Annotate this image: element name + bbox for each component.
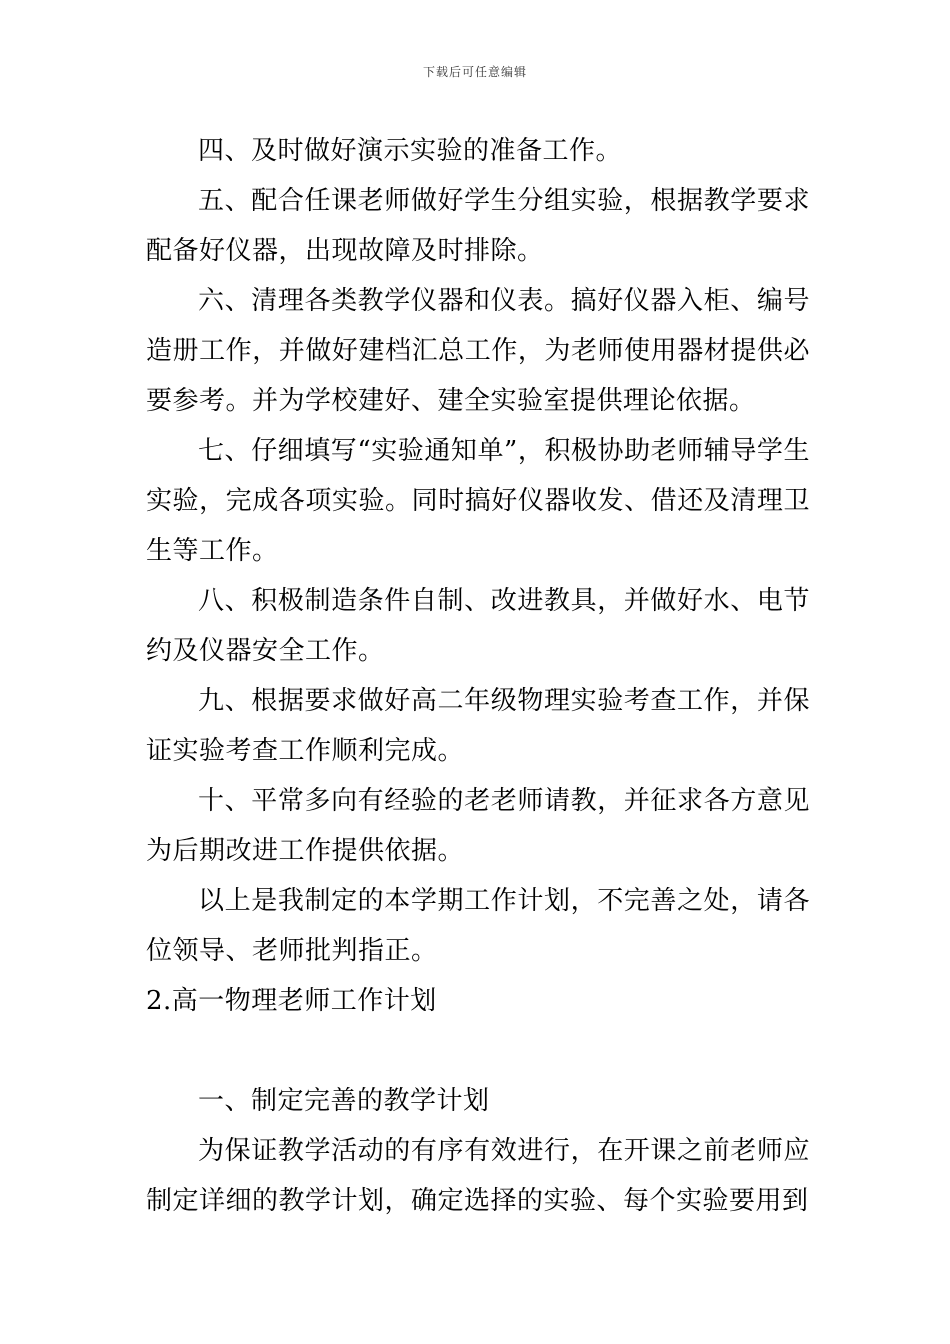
- paragraph-item-5: 五、配合任课老师做好学生分组实验，根据教学要求配备好仪器，出现故障及时排除。: [146, 186, 810, 266]
- paragraph-item-9: 九、根据要求做好高二年级物理实验考查工作，并保证实验考查工作顺利完成。: [146, 686, 810, 766]
- section-spacer: [146, 1026, 810, 1076]
- closing-paragraph: 以上是我制定的本学期工作计划，不完善之处，请各位领导、老师批判指正。: [146, 886, 810, 966]
- document-body: [146, 126, 810, 1226]
- paragraph-item-10: 十、平常多向有经验的老老师请教，并征求各方意见为后期改进工作提供依据。: [146, 786, 810, 866]
- section-2-title: 2.高一物理老师工作计划: [146, 986, 437, 1016]
- section-2-item-1-heading: 一、制定完善的教学计划: [198, 1086, 490, 1116]
- paragraph-item-4: 四、及时做好演示实验的准备工作。: [198, 136, 623, 166]
- page-header-note: 下载后可任意编辑: [422, 65, 527, 79]
- section-2-paragraph-1: 为保证教学活动的有序有效进行，在开课之前老师应制定详细的教学计划，确定选择的实验、每个实验要用到: [146, 1136, 810, 1216]
- paragraph-item-6: 六、清理各类教学仪器和仪表。搞好仪器入柜、编号造册工作，并做好建档汇总工作，为老师使用器材提供必要参考。并为学校建好、建全实验室提供理论依据。: [146, 286, 810, 416]
- paragraph-item-8: 八、积极制造条件自制、改进教具，并做好水、电节约及仪器安全工作。: [146, 586, 810, 666]
- paragraph-item-7: 七、仔细填写“实验通知单”，积极协助老师辅导学生实验，完成各项实验。同时搞好仪器收发、借还及清理卫生等工作。: [146, 436, 810, 566]
